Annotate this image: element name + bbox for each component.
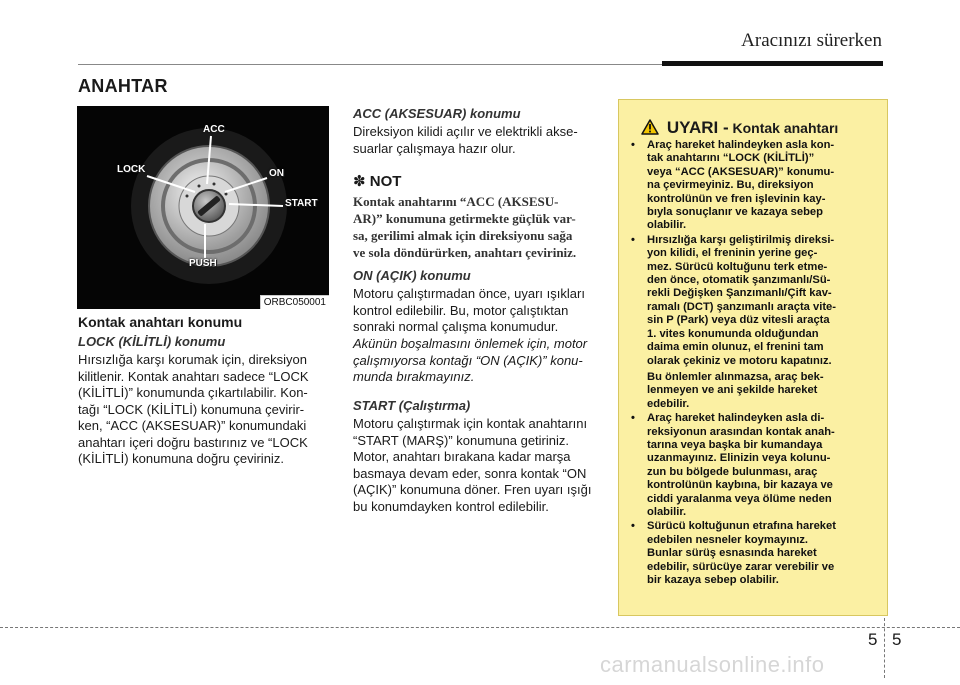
text-line: kilitlenir. Kontak anahtarı sadece “LOCK <box>78 368 309 384</box>
text-line: Motor, anahtarı bırakana kadar marşa <box>353 449 571 464</box>
text-line: Araç hareket halindeyken asla kon- <box>647 139 835 151</box>
text-line: suarlar çalışmaya hazır olur. <box>353 140 516 156</box>
lock-label: LOCK <box>117 164 146 175</box>
text-line: ciddi yaralanma veya ölüme neden <box>647 492 832 505</box>
note-paragraph <box>353 193 605 261</box>
text-line: tarına veya başka bir kumandaya <box>647 438 823 451</box>
acc-heading: ACC (AKSESUAR) konumu <box>353 106 521 121</box>
text-line: edebilen nesneler koymayınız. <box>647 533 809 546</box>
text-line: ve sola döndürürken, anahtarı çeviriniz. <box>353 245 577 260</box>
on-label: ON <box>269 168 284 179</box>
text-line: Sürücü koltuğunun etrafına hareket <box>647 520 836 533</box>
warning-box <box>618 99 888 616</box>
text-line: Araç hareket halindeyken asla di- <box>647 412 825 425</box>
warning-title <box>641 118 838 138</box>
text-line: reksiyonun arasından kontak anah- <box>647 425 835 438</box>
start-label: START <box>285 198 318 209</box>
text-line: zun bu bölgede bulunması, araç <box>647 465 818 478</box>
watermark: carmanualsonline.info <box>600 652 825 677</box>
header-rule <box>78 64 662 65</box>
figure-code: ORBC050001 <box>260 295 329 309</box>
on-heading: ON (AÇIK) konumu <box>353 268 471 283</box>
warning-item <box>625 412 879 519</box>
text-line: (KİLİTLİ)” konumunda çıkartılabilir. Kon- <box>78 385 308 400</box>
chapter-number: 5 <box>868 630 878 649</box>
warning-subject: Kontak anahtarı <box>732 120 839 136</box>
text-line: çalışmıyorsa kontağı “ON (AÇIK)” konu- <box>353 352 583 368</box>
text-line: Direksiyon kilidi açılır ve elektrikli akse- <box>353 124 578 139</box>
text-line: sa, gerilimi almak için direksiyonu sağa <box>353 228 573 243</box>
text-line: Motoru çalıştırmak için kontak anahtarını <box>353 416 588 431</box>
figure-caption: Kontak anahtarı konumu <box>78 314 243 330</box>
bullet-icon: • <box>631 233 635 246</box>
text-line: (KİLİTLİ) konumuna doğru çeviriniz. <box>78 451 284 466</box>
text-line: munda bırakmayınız. <box>353 369 475 384</box>
lock-paragraph <box>78 352 330 468</box>
text-line: Akünün boşalmasını önlemek için, motor <box>353 336 588 351</box>
start-paragraph <box>353 416 605 515</box>
text-line: tak anahtarını “LOCK (KİLİTLİ)” <box>647 152 815 165</box>
text-line: sonraki normal çalışma konumudur. <box>353 319 559 334</box>
text-line: ken, “ACC (AKSESUAR)” konumundaki <box>78 418 307 433</box>
text-line: olabilir. <box>647 219 687 232</box>
text-line: den önce, otomatik şanzımanlı/Sü- <box>647 274 831 287</box>
text-line: sin P (Park) veya düz vitesli araçta <box>647 314 830 327</box>
warning-label: UYARI - <box>666 118 729 137</box>
text-line: olarak çekiniz ve motoru kapatınız. <box>647 354 832 367</box>
warning-subparagraph <box>647 371 879 411</box>
text-line: rekli Değişken Şanzımanlı/Çift kav- <box>647 287 832 300</box>
text-line: veya “ACC (AKSESUAR)” konumu- <box>647 165 835 178</box>
section-title: ANAHTAR <box>78 76 168 96</box>
text-line: kontrolünün kaybına, bir kazaya ve <box>647 479 833 492</box>
text-line: Hırsızlığa karşı korumak için, direksiyon <box>78 352 308 367</box>
on-caution-paragraph <box>353 336 605 386</box>
text-line: edebilir. <box>647 397 690 410</box>
text-line: ramalı (DCT) şanzımanlı araçta vite- <box>647 300 837 313</box>
text-line: kontrol edilebilir. Bu, motor çalıştıktan <box>353 302 569 318</box>
warning-item <box>625 520 879 587</box>
chapter-title: Aracınızı sürerken <box>741 30 882 51</box>
text-line: AR)” konumuna getirmekte güçlük var- <box>353 211 576 226</box>
on-paragraph <box>353 286 605 336</box>
bullet-icon: • <box>631 139 635 151</box>
warning-item <box>625 139 879 233</box>
text-line: Motoru çalıştırmadan önce, uyarı ışıkları <box>353 286 585 301</box>
push-label: PUSH <box>189 258 217 269</box>
text-line: Kontak anahtarını “ACC (AKSESU- <box>353 194 559 209</box>
page-number: 5 <box>892 630 902 649</box>
text-line: kontrolünün ve fren işlevinin kay- <box>647 192 826 205</box>
text-line: bir kazaya sebep olabilir. <box>647 574 779 586</box>
text-line: uzanmayınız. Elinizin veya kolunu- <box>647 452 831 465</box>
ignition-figure <box>77 106 329 309</box>
text-line: daima emin olunuz, el frenini tam <box>647 341 824 354</box>
lock-heading: LOCK (KİLİTLİ) konumu <box>78 334 226 349</box>
text-line: (AÇIK)” konumuna döner. Fren uyarı ışığı <box>353 482 592 497</box>
warning-list <box>625 139 879 588</box>
text-line: tağı “LOCK (KİLİTLİ) konumuna çevirir- <box>78 401 305 417</box>
text-line: Hırsızlığa karşı geliştirilmiş direksi- <box>647 233 835 246</box>
bullet-icon: • <box>631 412 635 425</box>
text-line: anahtarı içeri doğru bastırınız ve “LOCK <box>78 434 308 450</box>
text-line: bu konumdayken kontrol edilebilir. <box>353 498 549 514</box>
text-line: yon kilidi, el freninin yerine geç- <box>647 247 818 260</box>
note-title: ✽ NOT <box>353 173 402 190</box>
text-line: olabilir. <box>647 505 687 518</box>
text-line: mez. Sürücü koltuğunu terk etme- <box>647 260 828 273</box>
header-rule-thick <box>662 61 883 66</box>
acc-paragraph <box>353 124 605 157</box>
footer-divider <box>884 618 885 678</box>
footer-rule <box>0 627 960 628</box>
text-line: basmaya devam eder, sonra kontak “ON <box>353 465 587 481</box>
text-line: edebilir, sürücüye zarar verebilir ve <box>647 560 835 573</box>
text-line: “START (MARŞ)” konumuna getiriniz. <box>353 432 570 448</box>
text-line: lenmeyen ve ani şekilde hareket <box>647 384 818 397</box>
bullet-icon: • <box>631 520 635 533</box>
start-heading: START (Çalıştırma) <box>353 398 471 413</box>
text-line: na çevirmeyiniz. Bu, direksiyon <box>647 179 814 192</box>
text-line: 1. vites konumunda olduğundan <box>647 327 819 340</box>
warning-item <box>625 234 879 411</box>
text-line: bıyla sonuçlanır ve kazaya sebep <box>647 206 823 219</box>
warning-triangle-icon <box>641 119 659 135</box>
text-line: Bunlar sürüş esnasında hareket <box>647 547 817 560</box>
acc-label: ACC <box>203 124 225 135</box>
text-line: Bu önlemler alınmazsa, araç bek- <box>647 370 824 383</box>
